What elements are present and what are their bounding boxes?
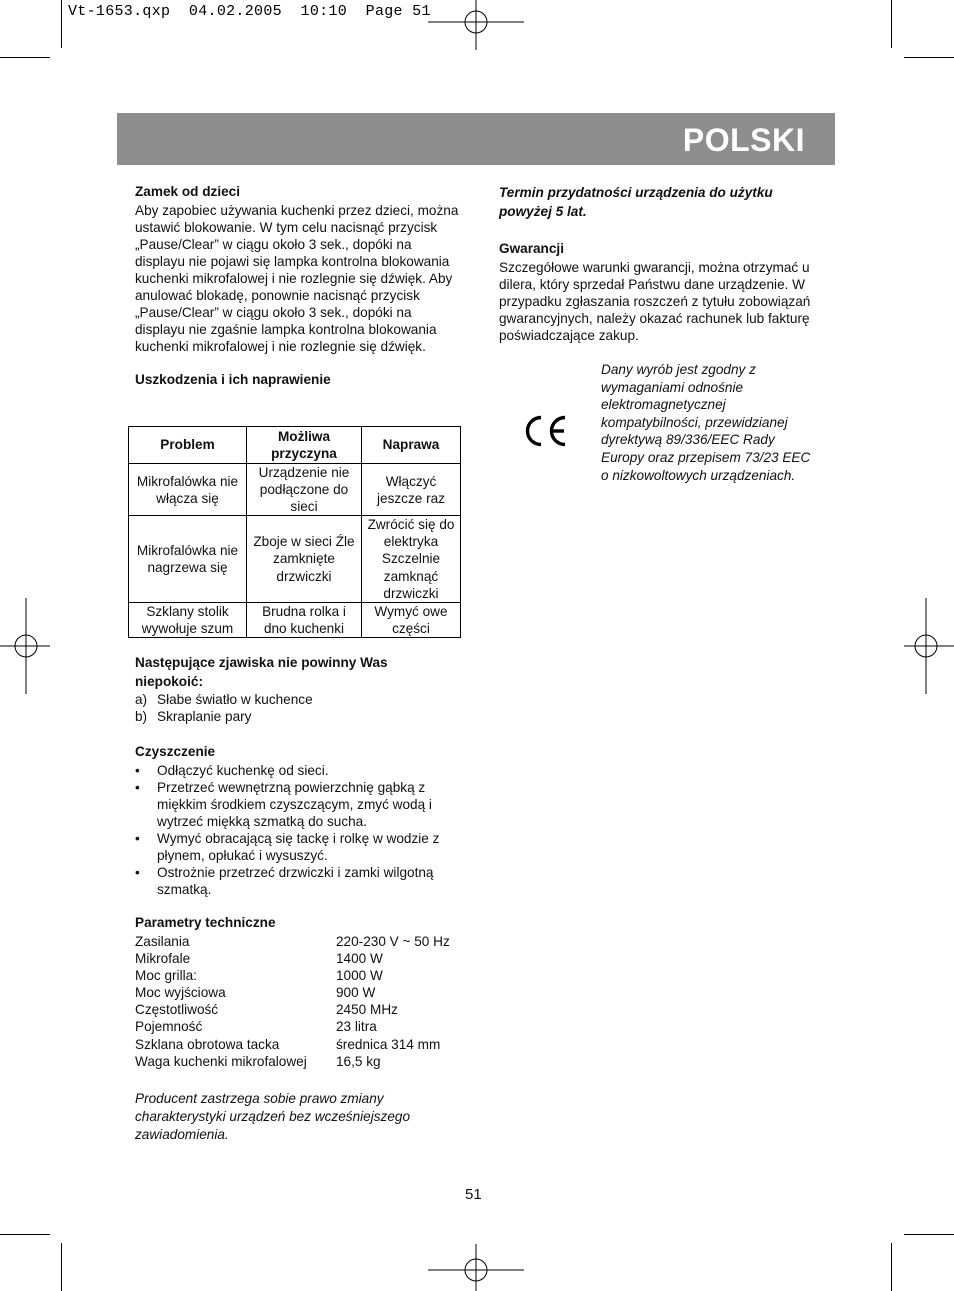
bullet: • — [135, 762, 140, 778]
table-header: Problem — [129, 427, 247, 464]
table-cell: Zwrócić się do elektryka Szczelnie zamknąć drzwiczki — [362, 516, 461, 602]
bullet: • — [135, 779, 140, 795]
spec-label: Waga kuchenki mikrofalowej — [135, 1053, 307, 1069]
list-item-text: Ostrożnie przetrzeć drzwiczki i zamki wilgotną szmatką. — [157, 865, 434, 898]
table-header: Możliwa przyczyna — [247, 427, 362, 464]
registration-mark-icon — [904, 598, 954, 694]
crop-mark — [904, 57, 954, 58]
table-row — [135, 1018, 450, 1035]
spec-label: Moc wyjściowa — [135, 985, 226, 1001]
table-row — [135, 933, 450, 950]
page-title: POLSKI — [682, 122, 805, 158]
registration-mark-icon — [0, 598, 50, 694]
warranty-text: Szczegółowe warunki gwarancji, można otrzymać u dilera, który sprzedał Państwu dane urządzenie. W przypadku zgłaszania roszczeń z tytułu zobowiązań gwarancyjnych, należy okazać rachunek lub fakturę poświadczające zakup. — [499, 259, 811, 343]
spec-label: Mikrofale — [135, 951, 191, 967]
table-cell: Szklany stolik wywołuje szum — [129, 602, 247, 637]
table-cell: Wymyć owe części — [362, 602, 461, 637]
list-item — [135, 762, 465, 779]
list-item — [135, 779, 447, 830]
registration-mark-icon — [428, 0, 524, 50]
cleaning-list — [135, 762, 465, 899]
list-item-text: Odłączyć kuchenkę od sieci. — [157, 762, 329, 778]
spec-value: 900 W — [336, 985, 376, 1001]
page-number: 51 — [465, 1186, 482, 1203]
spec-value: średnica 314 mm — [336, 1036, 441, 1052]
section-heading-phenomena: Następujące zjawiska nie powinny Was niepokoić: — [135, 655, 388, 689]
table-row — [135, 1001, 450, 1018]
language-banner — [117, 113, 835, 165]
crop-mark — [0, 1234, 50, 1235]
table-cell: Mikrofalówka nie nagrzewa się — [129, 516, 247, 602]
spec-value: 23 litra — [336, 1019, 377, 1035]
table-header-row — [129, 427, 461, 464]
section-heading-child-lock: Zamek od dzieci — [135, 184, 241, 199]
phenomena-list — [0, 691, 465, 725]
crop-mark — [61, 1243, 62, 1291]
table-cell: Urządzenie nie podłączone do sieci — [247, 464, 362, 516]
table-row — [129, 602, 461, 637]
list-item — [135, 864, 457, 898]
table-cell: Mikrofalówka nie włącza się — [129, 464, 247, 516]
list-item — [135, 708, 465, 725]
list-item-text: Skraplanie pary — [157, 709, 252, 725]
list-marker: b) — [135, 709, 148, 725]
table-row — [129, 464, 461, 516]
ce-compliance-text: Dany wyrób jest zgodny z wymaganiami odnośnie elektromagnetycznej kompatybilności, przewidzianej dyrektywą 89/336/EEC Rady Europy oraz przepisem 73/23 EEC o nizkowoltowych urządzeniach. — [601, 362, 811, 483]
disclaimer-text: Producent zastrzega sobie prawo zmiany charakterystyki urządzeń bez wcześniejszego zawiadomienia. — [135, 1090, 411, 1142]
list-item-text: Wymyć obracającą się tackę i rolkę w wodzie z płynem, opłukać i wysuszyć. — [157, 831, 440, 864]
registration-mark-icon — [428, 1244, 524, 1291]
crop-mark — [891, 1243, 892, 1291]
table-row — [135, 950, 450, 967]
crop-mark — [891, 0, 892, 48]
spec-label: Szklana obrotowa tacka — [135, 1036, 280, 1052]
section-heading-warranty: Gwarancji — [499, 241, 564, 256]
list-item-text: Przetrzeć wewnętrzną powierzchnię gąbką z miękkim środkiem czyszczącym, zmyć wodą i wytrzeć miękką szmatką do sucha. — [157, 779, 432, 829]
spec-value: 2450 MHz — [336, 1002, 398, 1018]
section-heading-faults: Uszkodzenia i ich naprawienie — [135, 372, 331, 388]
bullet: • — [135, 831, 140, 847]
file-slug: Vt-1653.qxp 04.02.2005 10:10 Page 51 — [68, 3, 431, 20]
child-lock-text: Aby zapobiec używania kuchenki przez dzieci, można ustawić blokowanie. W tym celu nacisnąć przycisk „Pause/Clear” w ciągu około 3 sek., dopóki na displayu nie pojawi się lampka kontrolna blokowania kuchenki mikrofalowej i nie rozlegnie się dźwięk. Aby anulować blokadę, ponownie nacisnąć przycisk „Pause/Clear” w ciągu około 3 sek., dopóki na displayu nie zgaśnie lampka kontrolna blokowania kuchenki mikrofalowej i nie rozlegnie się dźwięk. — [135, 202, 459, 355]
spec-label: Zasilania — [135, 933, 190, 949]
crop-mark — [61, 0, 62, 48]
left-column-lower — [135, 654, 465, 1144]
list-item-text: Słabe światło w kuchence — [157, 692, 313, 707]
spec-label: Pojemność — [135, 1019, 203, 1035]
table-row — [135, 984, 450, 1001]
crop-mark — [904, 1234, 954, 1235]
spec-label: Moc grilla: — [135, 968, 197, 984]
specs-table — [135, 933, 450, 1070]
right-column — [499, 183, 819, 344]
list-marker: a) — [135, 692, 148, 707]
table-header: Naprawa — [362, 427, 461, 464]
ce-mark-icon — [522, 413, 568, 449]
list-item — [135, 830, 457, 864]
section-heading-cleaning: Czyszczenie — [135, 744, 216, 760]
spec-value: 1000 W — [336, 968, 383, 984]
troubleshooting-table — [128, 426, 461, 638]
table-cell: Zboje w sieci Źle zamknięte drzwiczki — [247, 516, 362, 602]
crop-mark — [0, 57, 50, 58]
table-cell: Brudna rolka i dno kuchenki — [247, 602, 362, 637]
spec-value: 1400 W — [336, 951, 383, 967]
spec-label: Częstotliwość — [135, 1002, 219, 1018]
spec-value: 16,5 kg — [336, 1053, 381, 1069]
spec-value: 220-230 V ~ 50 Hz — [336, 933, 450, 949]
lifetime-note: Termin przydatności urządzenia do użytku powyżej 5 lat. — [499, 185, 773, 219]
table-row — [135, 967, 450, 984]
table-cell: Włączyć jeszcze raz — [362, 464, 461, 516]
table-row — [129, 516, 461, 602]
section-heading-specs: Parametry techniczne — [135, 915, 276, 931]
list-item — [135, 691, 465, 708]
bullet: • — [135, 865, 140, 881]
table-row — [135, 1053, 450, 1070]
left-column — [135, 183, 465, 390]
table-row — [135, 1036, 450, 1053]
